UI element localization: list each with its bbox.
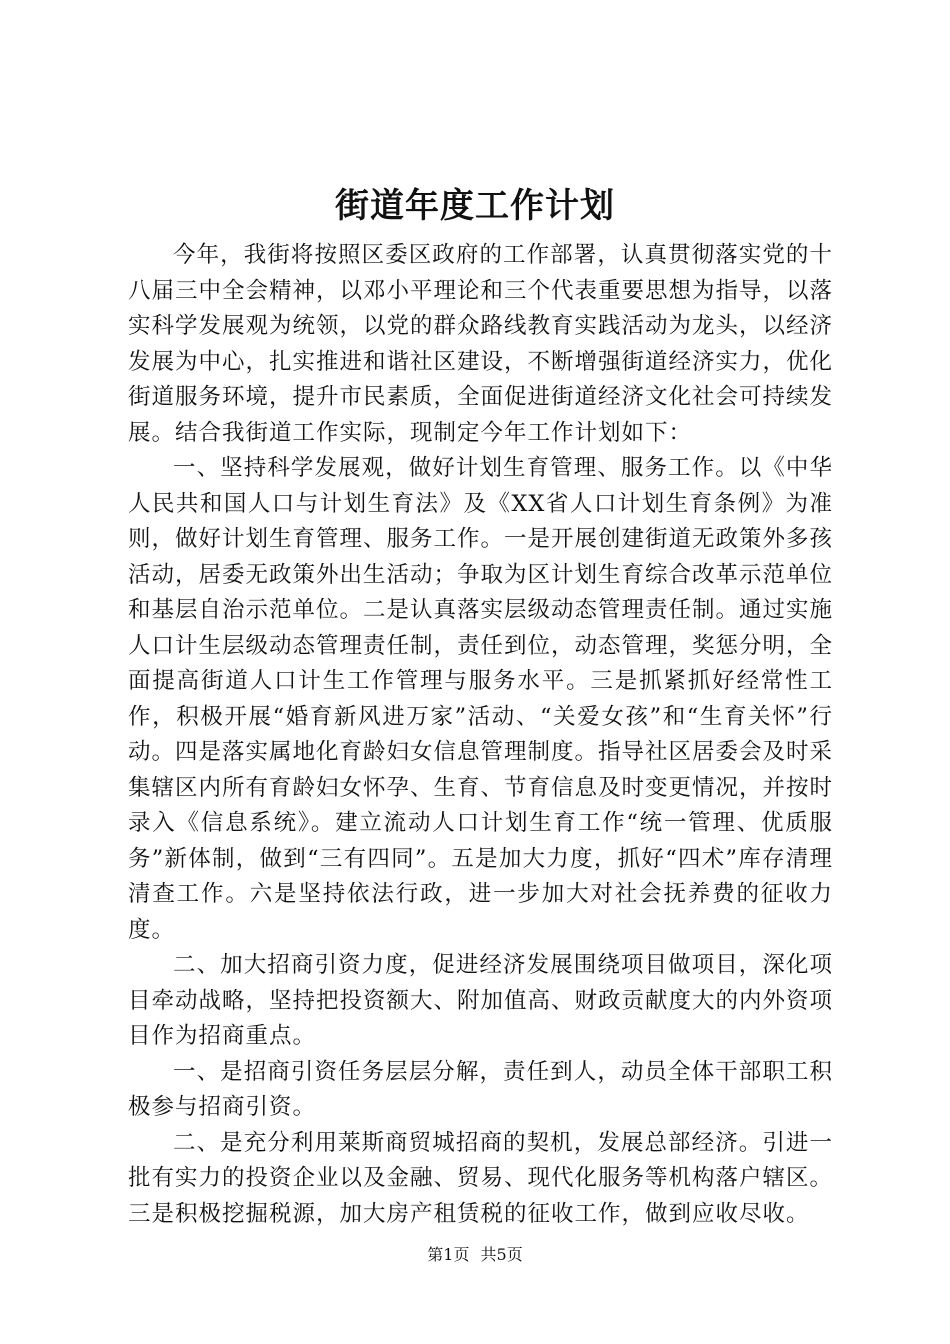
page-number: 第1页 bbox=[427, 1245, 470, 1264]
paragraph-section-1: 一、坚持科学发展观，做好计划生育管理、服务工作。以《中华人民共和国人口与计划生育法》及《XX省人口计划生育条例》为准则，做好计划生育管理、服务工作。一是开展创建街道无政策外多孩活动，居委无政策外出生活动；争取为区计划生育综合改革示范单位和基层自治示范单位。二是认真落实层级动态管理责任制。通过实施人口计生层级动态管理责任制，责任到位，动态管理，奖惩分明，全面提高街道人口计生工作管理与服务水平。三是抓紧抓好经常性工作，积极开展“婚育新风进万家”活动、“关爱女孩”和“生育关怀”行动。四是落实属地化育龄妇女信息管理制度。指导社区居委会及时采集辖区内所有育龄妇女怀孕、生育、节育信息及时变更情况，并按时录入《信息系统》。建立流动人口计划生育工作“统一管理、优质服务”新体制，做到“三有四同”。五是加大力度，抓好“四术”库存清理清查工作。六是坚持依法行政，进一步加大对社会抚养费的征收力度。 bbox=[128, 455, 834, 943]
paragraph-intro: 今年，我街将按照区委区政府的工作部署，认真贯彻落实党的十八届三中全会精神，以邓小平理论和三个代表重要思想为指导，以落实科学发展观为统领，以党的群众路线教育实践活动为龙头，以经济发展为中心，扎实推进和谐社区建设，不断增强街道经济实力，优化街道服务环境，提升市民素质，全面促进街道经济文化社会可持续发展。结合我街道工作实际，现制定今年工作计划如下： bbox=[128, 242, 834, 446]
document-title: 街道年度工作计划 bbox=[335, 186, 615, 226]
paragraph-section-2: 二、加大招商引资力度，促进经济发展围绕项目做项目，深化项目牵动战略，坚持把投资额大、附加值高、财政贡献度大的内外资项目作为招商重点。 bbox=[128, 952, 834, 1049]
paragraph-item-1: 一、是招商引资任务层层分解，责任到人，动员全体干部职工积极参与招商引资。 bbox=[128, 1058, 833, 1120]
page-total: 共5页 bbox=[480, 1245, 523, 1264]
paragraph-item-2: 二、是充分利用莱斯商贸城招商的契机，发展总部经济。引进一批有实力的投资企业以及金融、贸易、现代化服务等机构落户辖区。三是积极挖掘税源，加大房产租赁税的征收工作，做到应收尽收。 bbox=[128, 1129, 834, 1227]
document-body bbox=[128, 238, 833, 1232]
page-footer bbox=[0, 1243, 950, 1267]
